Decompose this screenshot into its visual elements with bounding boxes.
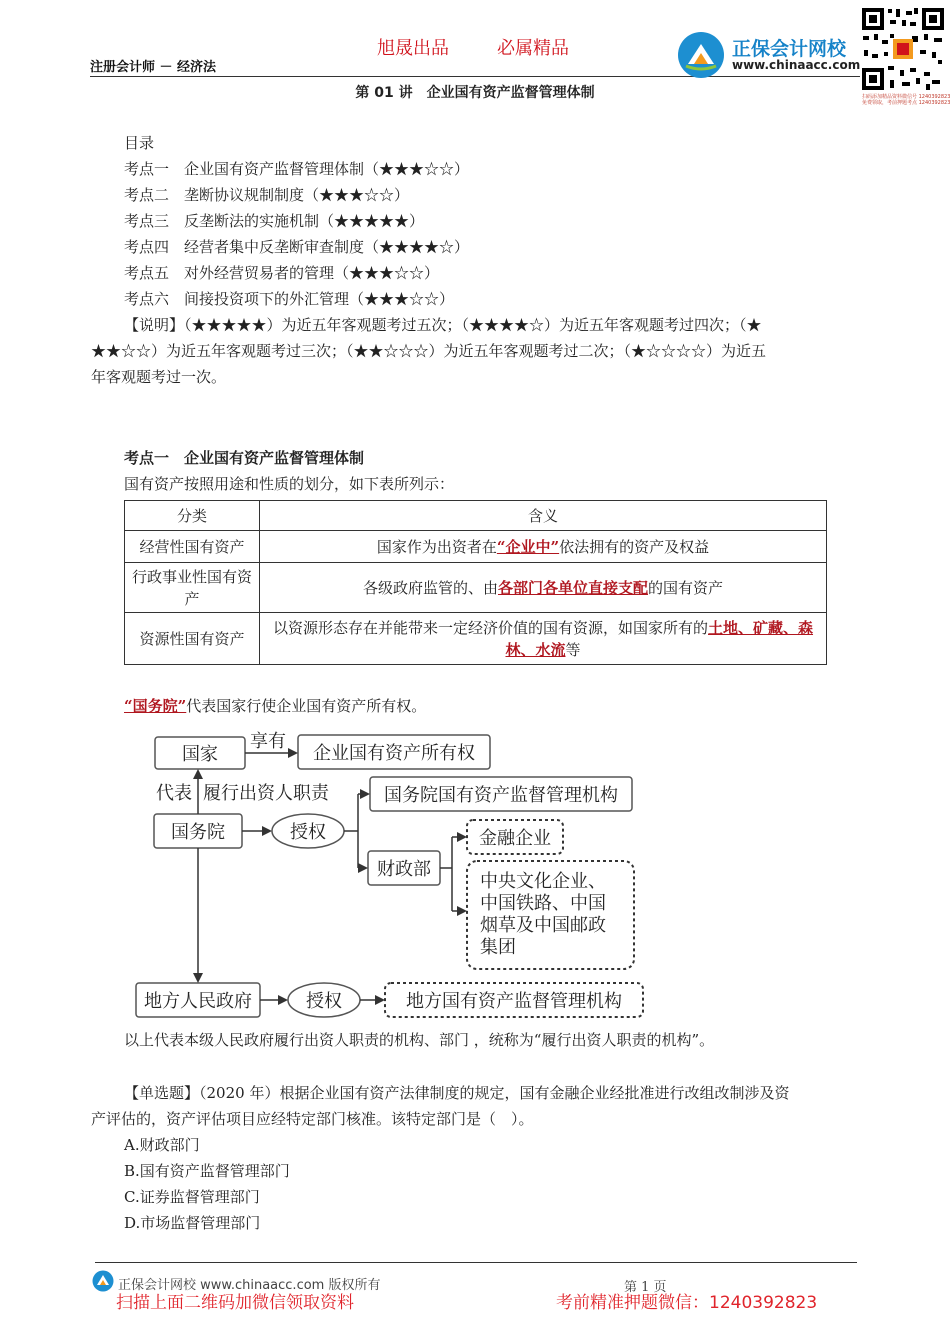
section-heading: 考点一 企业国有资产监督管理体制 [124,449,365,467]
meaning-text: 各级政府监管的、由 [362,578,498,597]
diagram-culture-line-3: 烟草及中国邮政 [480,915,606,936]
note-line-2: ★★☆☆）为近五年客观题考过三次；（★★☆☆☆）为近五年客观题考过二次；（★☆☆☆☆）为近五 [91,342,767,360]
table-cell-meaning [260,613,827,665]
diagram-sasac: 国务院国有资产监督管理机构 [384,785,618,806]
meaning-text: 等 [565,640,581,659]
question-options [124,1132,290,1236]
diagram-perform: 履行出资人职责 [203,783,329,804]
diagram-local-gov: 地方人民政府 [144,991,252,1012]
diagram-enjoy: 享有 [250,731,286,752]
diagram-state-council: 国务院 [171,822,225,843]
subject-label: 注册会计师 － 经济法 [90,60,217,75]
table-row [125,563,827,613]
toc-item: 考点一 企业国有资产监督管理体制（★★★☆☆） [124,160,470,178]
toc-item: 考点二 垄断协议规制制度（★★★☆☆） [124,186,410,204]
logo-title: 正保会计网校 [732,38,847,60]
table-header-cell: 含义 [260,501,827,531]
footer-promo-left: 扫描上面二维码加微信领取资料 [116,1293,354,1313]
highlight-text: “国务院” [124,697,187,715]
diagram-fin-ent: 金融企业 [479,828,551,849]
chinaacc-logo-icon [678,32,724,78]
ownership-diagram [130,725,660,1025]
table-header-row [125,501,827,531]
table-cell-category: 资源性国有资产 [125,613,260,665]
highlight-text: 土地、矿藏、森林、水流 [505,618,814,659]
note-line-1: 【说明】（★★★★★）为近五年客观题考过五次；（★★★★☆）为近五年客观题考过四次；（★ [124,316,762,334]
table-header-cell: 分类 [125,501,260,531]
diagram-ownership: 企业国有资产所有权 [313,743,475,764]
table-cell-meaning [260,563,827,613]
meaning-text: 依法拥有的资产及权益 [559,537,710,556]
footer-divider [95,1262,857,1263]
option-a: A.财政部门 [124,1136,200,1154]
lecture-title: 第 01 讲 企业国有资产监督管理体制 [355,85,595,101]
table-cell-meaning [260,531,827,563]
slogan-right: 必属精品 [497,38,569,59]
qr-caption-line1: 扫码添加精品资料微信号 1240392823 [862,94,950,100]
section-intro: 国有资产按照用途和性质的划分，如下表所列示： [124,475,455,493]
diagram-authorize-2: 授权 [306,991,342,1012]
diagram-country: 国家 [182,744,218,765]
slogan-left: 旭晟出品 [377,38,449,59]
state-council-line [124,693,426,719]
diagram-culture-line-4: 集团 [480,937,516,958]
question-stem-line-1: 【单选题】（2020 年）根据企业国有资产法律制度的规定，国有金融企业经批准进行改组改制涉及资 [124,1084,790,1102]
state-council-text: 代表国家行使企业国有资产所有权。 [186,697,427,715]
diagram-finance: 财政部 [377,859,431,880]
meaning-text: 国家作为出资者在 [376,537,497,556]
footer-promo-right: 考前精准押题微信：1240392823 [556,1293,818,1313]
diagram-local-sasac: 地方国有资产监督管理机构 [406,991,622,1012]
diagram-authorize-1: 授权 [290,822,326,843]
meaning-text: 的国有资产 [648,578,724,597]
footer-logo-icon [92,1270,114,1292]
table-row [125,531,827,563]
table-row [125,613,827,665]
qr-caption-line2: 免费领取，考前押题考点 1240392823 [862,100,950,106]
toc [124,130,469,312]
table-cell-category: 经营性国有资产 [125,531,260,563]
asset-classification-table [124,500,827,665]
toc-item: 考点六 间接投资项下的外汇管理（★★★☆☆） [124,290,455,308]
question-stem-line-2: 产评估的，资产评估项目应经特定部门核准。该特定部门是（ ）。 [91,1110,534,1128]
diagram-culture-line-1: 中央文化企业、 [480,871,606,892]
summary-line: 以上代表本级人民政府履行出资人职责的机构、部门 ，统称为“履行出资人职责的机构”。 [124,1031,715,1049]
header-divider [90,76,865,77]
highlight-text: 各部门各单位直接支配 [497,578,648,597]
diagram-culture-line-2: 中国铁路、中国 [480,893,606,914]
toc-item: 考点四 经营者集中反垄断审查制度（★★★★☆） [124,238,470,256]
toc-item: 考点三 反垄断法的实施机制（★★★★★） [124,212,425,230]
diagram-represent: 代表 [156,783,192,804]
qr-code-icon [860,6,946,92]
note-line-3: 年客观题考过一次。 [91,368,227,386]
logo-url: www.chinaacc.com [732,58,861,72]
meaning-text: 以资源形态存在并能带来一定经济价值的国有资源，如国家所有的 [272,618,708,637]
option-b: B.国有资产监督管理部门 [124,1162,290,1180]
toc-title: 目录 [124,134,155,152]
footer-page-number: 第 1 页 [624,1280,667,1295]
table-cell-category: 行政事业性国有资产 [125,563,260,613]
highlight-text: “企业中” [496,537,560,556]
footer-copyright: 正保会计网校 www.chinaacc.com 版权所有 [118,1278,381,1293]
toc-item: 考点五 对外经营贸易者的管理（★★★☆☆） [124,264,440,282]
option-c: C.证券监督管理部门 [124,1188,260,1206]
option-d: D.市场监督管理部门 [124,1214,261,1232]
